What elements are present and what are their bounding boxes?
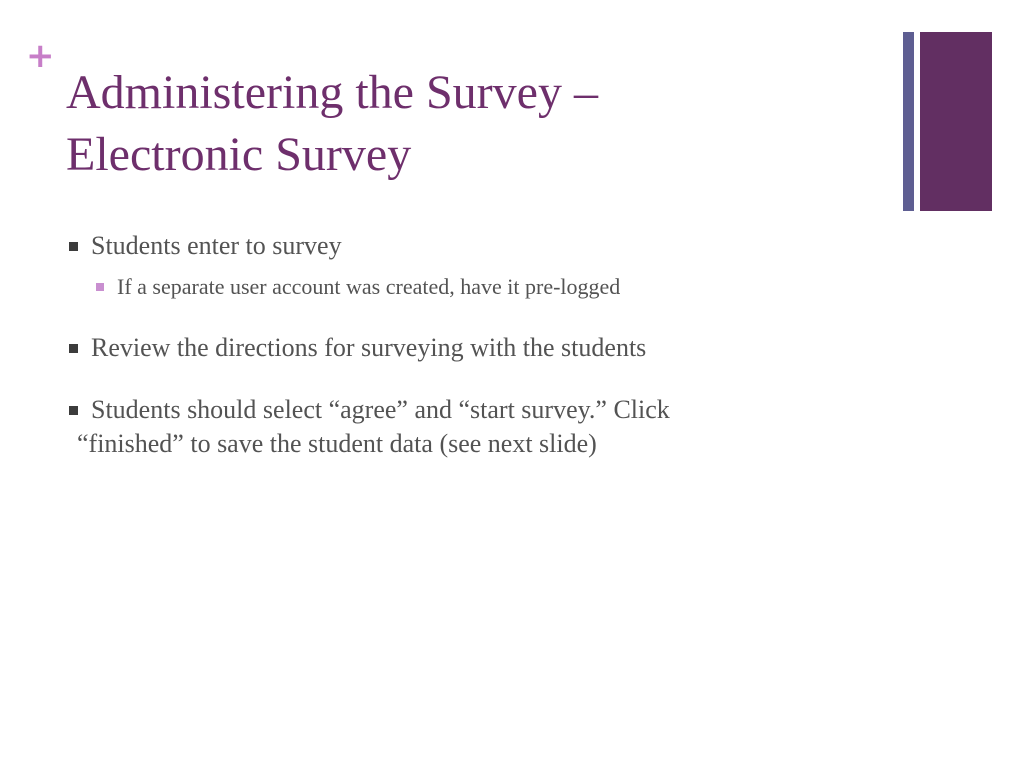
bullet-text: Review the directions for surveying with the students: [91, 333, 647, 362]
slide-title-line-1: Administering the Survey –: [66, 66, 598, 119]
bullet-square-icon: [69, 406, 78, 415]
sub-bullet-item: [117, 272, 917, 302]
bullet-text: Students enter to survey: [91, 231, 342, 260]
decorative-bar-thick: [920, 32, 992, 211]
bullet-square-icon: [69, 344, 78, 353]
bullet-text-line-1: Students should select “agree” and “start survey.” Click: [91, 395, 670, 424]
bullet-item: [91, 229, 891, 263]
slide-title: [66, 62, 866, 186]
sub-bullet-square-icon: [96, 283, 104, 291]
plus-icon: +: [26, 36, 55, 76]
bullet-item: [77, 393, 911, 461]
sub-bullet-text: If a separate user account was created, have it pre-logged: [117, 274, 621, 299]
slide-title-line-2: Electronic Survey: [66, 128, 412, 181]
bullet-text-line-2: “finished” to save the student data (see next slide): [77, 429, 597, 458]
bullet-item: [91, 331, 911, 365]
bullet-square-icon: [69, 242, 78, 251]
decorative-bar-thin: [903, 32, 914, 211]
